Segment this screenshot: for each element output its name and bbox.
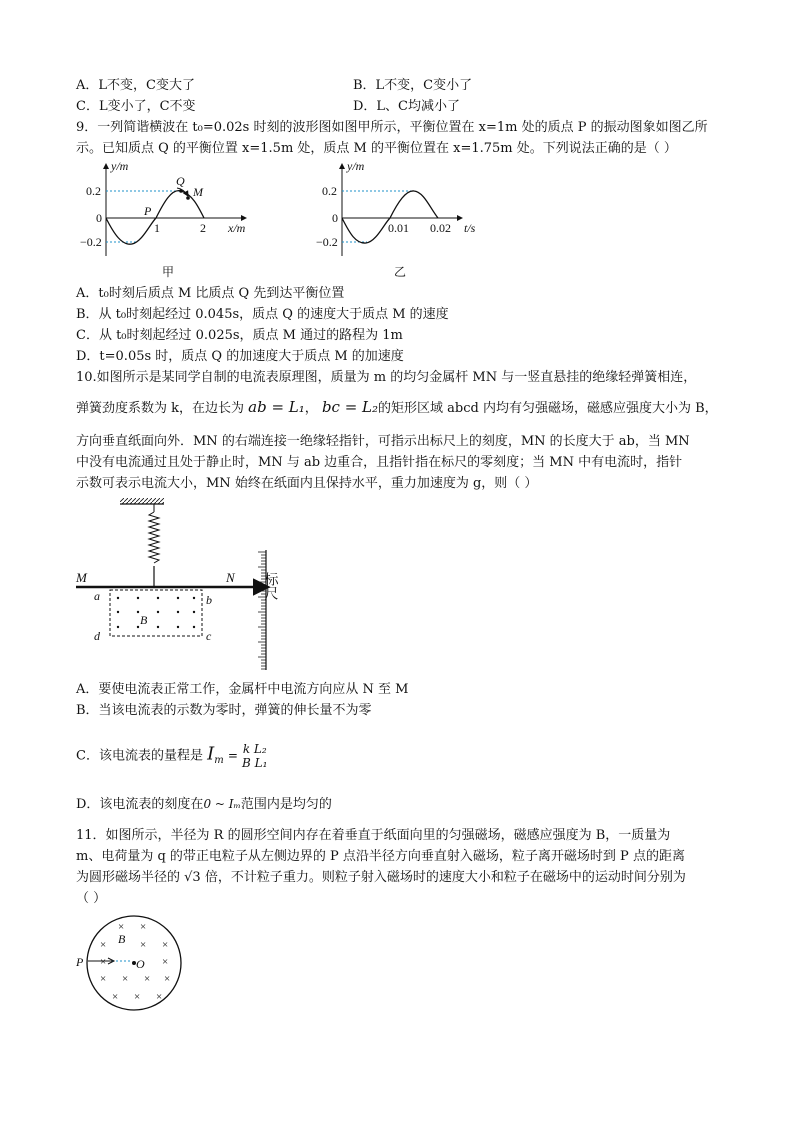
q9-option-c: C．从 t₀时刻起经过 0.025s，质点 M 通过的路程为 1m (76, 328, 403, 343)
jia-ylabel: y/m (111, 159, 129, 173)
label-p: P (76, 955, 84, 969)
jia-tick-y-neg: −0.2 (80, 235, 102, 249)
label-o: O (136, 957, 145, 971)
svg-text:×: × (140, 921, 147, 933)
q8-option-b: B．L不变，C变小了 (353, 78, 473, 93)
q11-figure-circle-field (72, 908, 202, 1018)
q8-option-a: A．L不变，C变大了 (76, 78, 195, 93)
label-a: a (94, 589, 100, 603)
jia-tick-y-pos: 0.2 (86, 184, 101, 198)
svg-text:×: × (100, 939, 107, 951)
q10-range-fraction: k L₂ B L₁ (242, 742, 268, 770)
jia-point-m: M (193, 185, 203, 199)
jia-xlabel: x/m (228, 221, 246, 235)
q11-stem-line2: m、电荷量为 q 的带正电粒子从左侧边界的 P 点沿半径方向垂直射入磁场，粒子离开磁场时到 P 点的距离 (76, 849, 685, 864)
label-m: M (76, 570, 87, 585)
q9-option-b: B．从 t₀时刻起经过 0.045s，质点 Q 的速度大于质点 M 的速度 (76, 307, 449, 322)
q9-figure-jia (76, 158, 266, 280)
svg-text:×: × (140, 939, 147, 951)
svg-text:×: × (100, 956, 107, 968)
q10-option-a: A．要使电流表正常工作，金属杆中电流方向应从 N 至 M (76, 682, 409, 697)
label-b: b (206, 593, 212, 607)
yi-caption: 乙 (394, 265, 407, 279)
q10-stem-line3: 方向垂直纸面向外．MN 的右端连接一绝缘轻指针，可指示出标尺上的刻度，MN 的长度大于 ab，当 MN (76, 434, 690, 449)
jia-tick-x-1: 1 (154, 221, 160, 235)
yi-tick-x-001: 0.01 (388, 221, 409, 235)
yi-ylabel: y/m (347, 159, 365, 173)
svg-text:×: × (164, 973, 171, 985)
q11-stem-line3: 为圆形磁场半径的 √3 倍，不计粒子重力。则粒子射入磁场时的速度大小和粒子在磁场中的运动时间分别为 (76, 870, 686, 885)
yi-tick-y-neg: −0.2 (316, 235, 338, 249)
label-b: B (118, 932, 126, 946)
svg-text:×: × (118, 921, 125, 933)
jia-caption: 甲 (162, 265, 175, 279)
q9-stem-line2: 示。已知质点 Q 的平衡位置 x=1.5m 处，质点 M 的平衡位置在 x=1.75m 处。下列说法正确的是（ ） (76, 141, 677, 156)
q10-ab-formula: ab = L₁ (248, 398, 305, 416)
yi-tick-y-pos: 0.2 (322, 184, 337, 198)
label-n: N (226, 570, 235, 585)
q10-figure-ammeter (72, 494, 302, 672)
q10-stem-line1: 10.如图所示是某同学自制的电流表原理图，质量为 m 的均匀金属杆 MN 与一竖直悬挂的绝缘轻弹簧相连， (76, 370, 697, 385)
yi-xlabel: t/s (464, 221, 476, 235)
svg-text:×: × (122, 973, 129, 985)
svg-text:×: × (162, 939, 169, 951)
q9-option-a: A．t₀时刻后质点 M 比质点 Q 先到达平衡位置 (76, 286, 345, 301)
jia-tick-x-2: 2 (200, 221, 206, 235)
field-dots (117, 597, 195, 628)
jia-point-q: Q (176, 174, 185, 188)
svg-text:×: × (100, 973, 107, 985)
spring (149, 512, 159, 563)
yi-wave-curve (342, 191, 438, 243)
svg-text:×: × (112, 991, 119, 1003)
q11-stem-line1: 11．如图所示，半径为 R 的圆形空间内存在着垂直于纸面向里的匀强磁场，磁感应强度为 B，一质量为 (76, 828, 671, 843)
q9-figure-yi (312, 158, 492, 280)
label-d: d (94, 629, 100, 643)
ceiling-support (120, 498, 164, 504)
svg-text:×: × (156, 991, 163, 1003)
scale-ticks (258, 552, 266, 669)
q11-stem-line4: （ ） (76, 891, 107, 906)
q8-option-d: D．L、C均减小了 (353, 99, 461, 114)
q10-bc-formula: bc = L₂ (321, 398, 379, 416)
q9-stem-line1: 9．一列简谐横波在 t₀=0.02s 时刻的波形图如图甲所示，平衡位置在 x=1m 处的质点 P 的振动图象如图乙所 (76, 120, 708, 135)
q10-option-c: C．该电流表的量程是 $I_m$ = k L₂ B L₁ (76, 742, 268, 770)
svg-text:×: × (134, 991, 141, 1003)
q10-option-b: B．当该电流表的示数为零时，弹簧的伸长量不为零 (76, 703, 372, 718)
yi-tick-y-zero: 0 (332, 211, 338, 225)
q9-option-d: D．t=0.05s 时，质点 Q 的加速度大于质点 M 的加速度 (76, 349, 404, 364)
q8-option-c: C．L变小了，C不变 (76, 99, 196, 114)
q10-stem-line2: 弹簧劲度系数为 k，在边长为 ab = L₁， bc = L₂的矩形区域 abcd 内均有匀强磁场，磁感应强度大小为 B， (76, 398, 718, 416)
jia-point-p: P (144, 204, 152, 218)
label-scale: 标尺 (262, 572, 278, 600)
svg-text:×: × (162, 956, 169, 968)
magnetic-field-region (110, 590, 202, 636)
jia-tick-y-zero: 0 (96, 211, 102, 225)
q10-stem-line5: 示数可表示电流大小，MN 始终在纸面内且保持水平，重力加速度为 g，则（ ） (76, 476, 538, 491)
svg-text:×: × (144, 973, 151, 985)
label-b-field: B (140, 613, 148, 627)
q10-option-d: D．该电流表的刻度在0 ~ Iₘ范围内是均匀的 (76, 797, 332, 812)
label-c: c (206, 629, 212, 643)
q10-stem-line4: 中没有电流通过且处于静止时，MN 与 ab 边重合，且指针指在标尺的零刻度；当 MN 中有电流时，指针 (76, 455, 683, 470)
yi-tick-x-002: 0.02 (430, 221, 451, 235)
